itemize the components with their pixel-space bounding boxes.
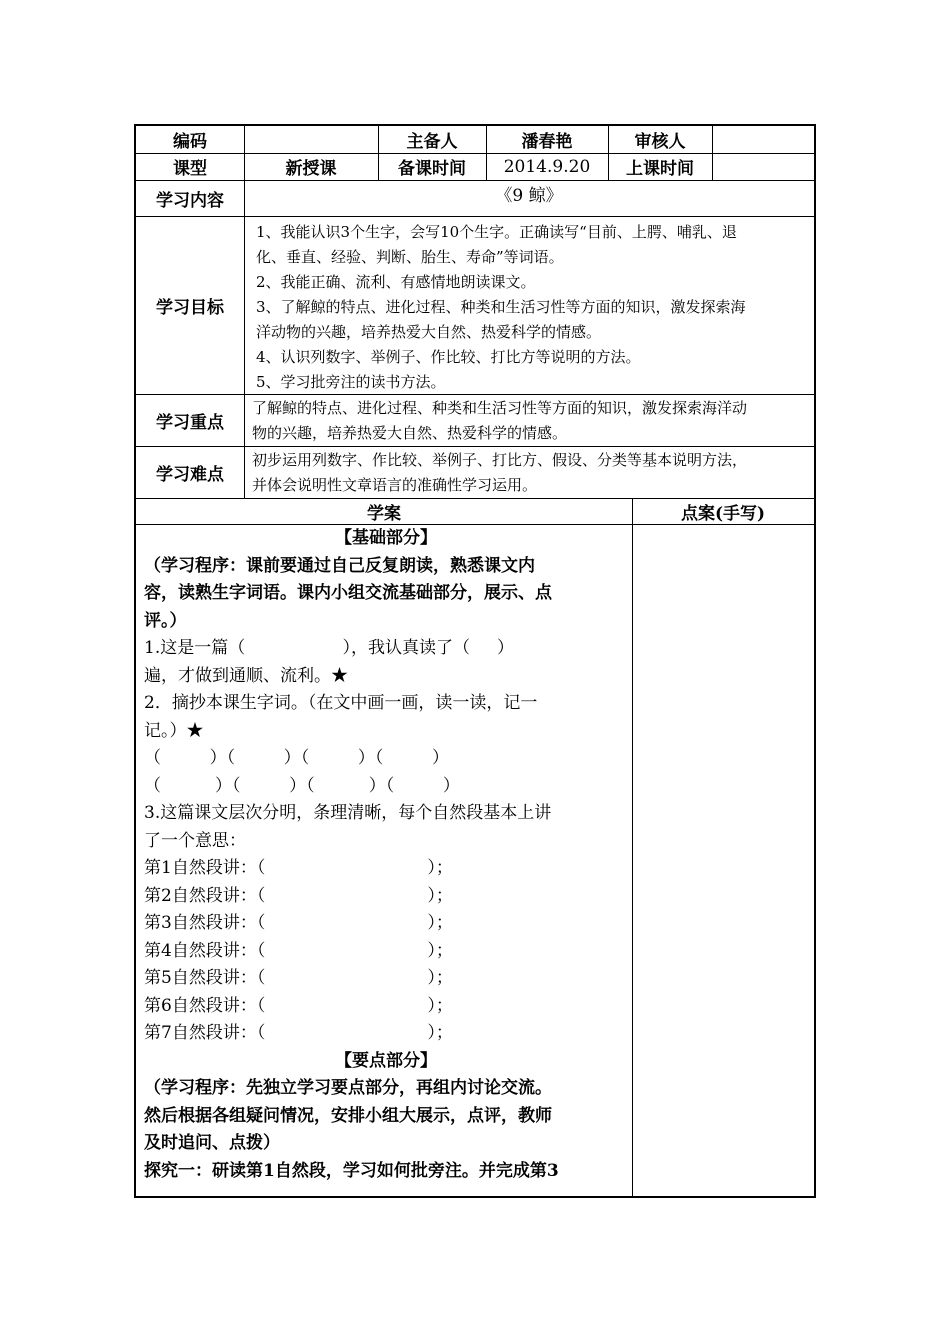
type-label: 课型	[173, 159, 207, 179]
study-line: （ ）（ ）（ ）（ ）	[144, 748, 450, 768]
notes-area[interactable]	[633, 525, 814, 1198]
study-line: 遍，才做到通顺、流利。★	[144, 665, 348, 686]
goal-line: 3、了解鲸的特点、进化过程、种类和生活习性等方面的知识，激发探索海	[256, 298, 746, 316]
study-line: （学习程序：先独立学习要点部分，再组内讨论交流。	[144, 1078, 552, 1098]
goal-line: 4、认识列数字、举例子、作比较、打比方等说明的方法。	[256, 348, 641, 366]
content-value: 《9 鲸》	[495, 185, 563, 206]
study-line: （ ）（ ）（ ）（ ）	[144, 775, 460, 796]
goal-line: 洋动物的兴趣，培养热爱大自然、热爱科学的情感。	[256, 323, 602, 341]
study-line: 了一个意思：	[144, 830, 246, 851]
study-plan-body	[144, 525, 628, 1185]
difficulty-line: 初步运用列数字、作比较、举例子、打比方、假设、分类等基本说明方法，	[252, 451, 748, 469]
study-line: 评。）	[144, 610, 187, 631]
study-line: 2．摘抄本课生字词。（在文中画一画，读一读，记一	[144, 693, 538, 713]
study-line: 第6自然段讲：（ ）；	[144, 995, 453, 1016]
difficulties-label: 学习难点	[156, 464, 224, 485]
study-line: 然后根据各组疑问情况，安排小组大展示，点评，教师	[144, 1105, 552, 1126]
class-time-value[interactable]	[712, 153, 814, 180]
study-line: 1.这是一篇（ ），我认真读了（ ）	[144, 638, 515, 658]
study-line: 第1自然段讲：（ ）；	[144, 858, 453, 878]
class-time-label: 上课时间	[626, 159, 694, 179]
lesson-plan-table	[134, 124, 816, 1198]
difficulties-text	[252, 448, 812, 498]
preparer-value: 潘春艳	[521, 132, 573, 152]
difficulty-line: 并体会说明性文章语言的准确性学习运用。	[252, 476, 538, 494]
notes-header: 点案(手写)	[680, 503, 766, 524]
study-line: 第7自然段讲：（ ）；	[144, 1023, 453, 1043]
study-line: 第3自然段讲：（ ）；	[144, 913, 453, 933]
code-label: 编码	[173, 132, 207, 152]
content-label: 学习内容	[156, 190, 224, 211]
study-plan-header: 学案	[367, 503, 401, 524]
type-value: 新授课	[285, 159, 337, 179]
study-line: 及时追问、点拨）	[144, 1133, 280, 1153]
study-line: 3.这篇课文层次分明，条理清晰，每个自然段基本上讲	[144, 803, 552, 823]
goals-label: 学习目标	[156, 297, 224, 318]
goal-line: 5、学习批旁注的读书方法。	[256, 373, 446, 391]
preparer-label: 主备人	[406, 132, 458, 152]
goal-line: 化、垂直、经验、判断、胎生、寿命”等词语。	[256, 248, 564, 266]
key-point-line: 物的兴趣，培养热爱大自然、热爱科学的情感。	[252, 424, 568, 442]
reviewer-value[interactable]	[712, 126, 814, 153]
study-line: 第2自然段讲：（ ）；	[144, 885, 453, 906]
study-line: 记。）★	[144, 720, 204, 741]
study-line: 第4自然段讲：（ ）；	[144, 940, 453, 961]
goal-line: 2、我能正确、流利、有感情地朗读课文。	[256, 273, 536, 291]
study-line: （学习程序：课前要通过自己反复朗读，熟悉课文内	[144, 555, 535, 576]
goals-text	[256, 220, 812, 395]
study-line: 容，读熟生字词语。课内小组交流基础部分，展示、点	[144, 583, 552, 603]
reviewer-label: 审核人	[634, 132, 686, 152]
key-points-label: 学习重点	[156, 412, 224, 433]
study-line: 探究一：研读第1自然段，学习如何批旁注。并完成第3	[144, 1160, 559, 1181]
study-line: 第5自然段讲：（ ）；	[144, 968, 453, 988]
key-point-line: 了解鲸的特点、进化过程、种类和生活习性等方面的知识，激发探索海洋动	[252, 399, 748, 417]
code-value[interactable]	[244, 126, 378, 153]
prep-time-value: 2014.9.20	[503, 156, 591, 177]
prep-time-label: 备课时间	[398, 159, 466, 179]
study-line: 【要点部分】	[335, 1050, 437, 1071]
goal-line: 1、我能认识3个生字，会写10个生字。正确读写“目前、上腭、哺乳、退	[256, 223, 737, 241]
key-points-text	[252, 396, 812, 446]
study-line: 【基础部分】	[335, 528, 437, 548]
